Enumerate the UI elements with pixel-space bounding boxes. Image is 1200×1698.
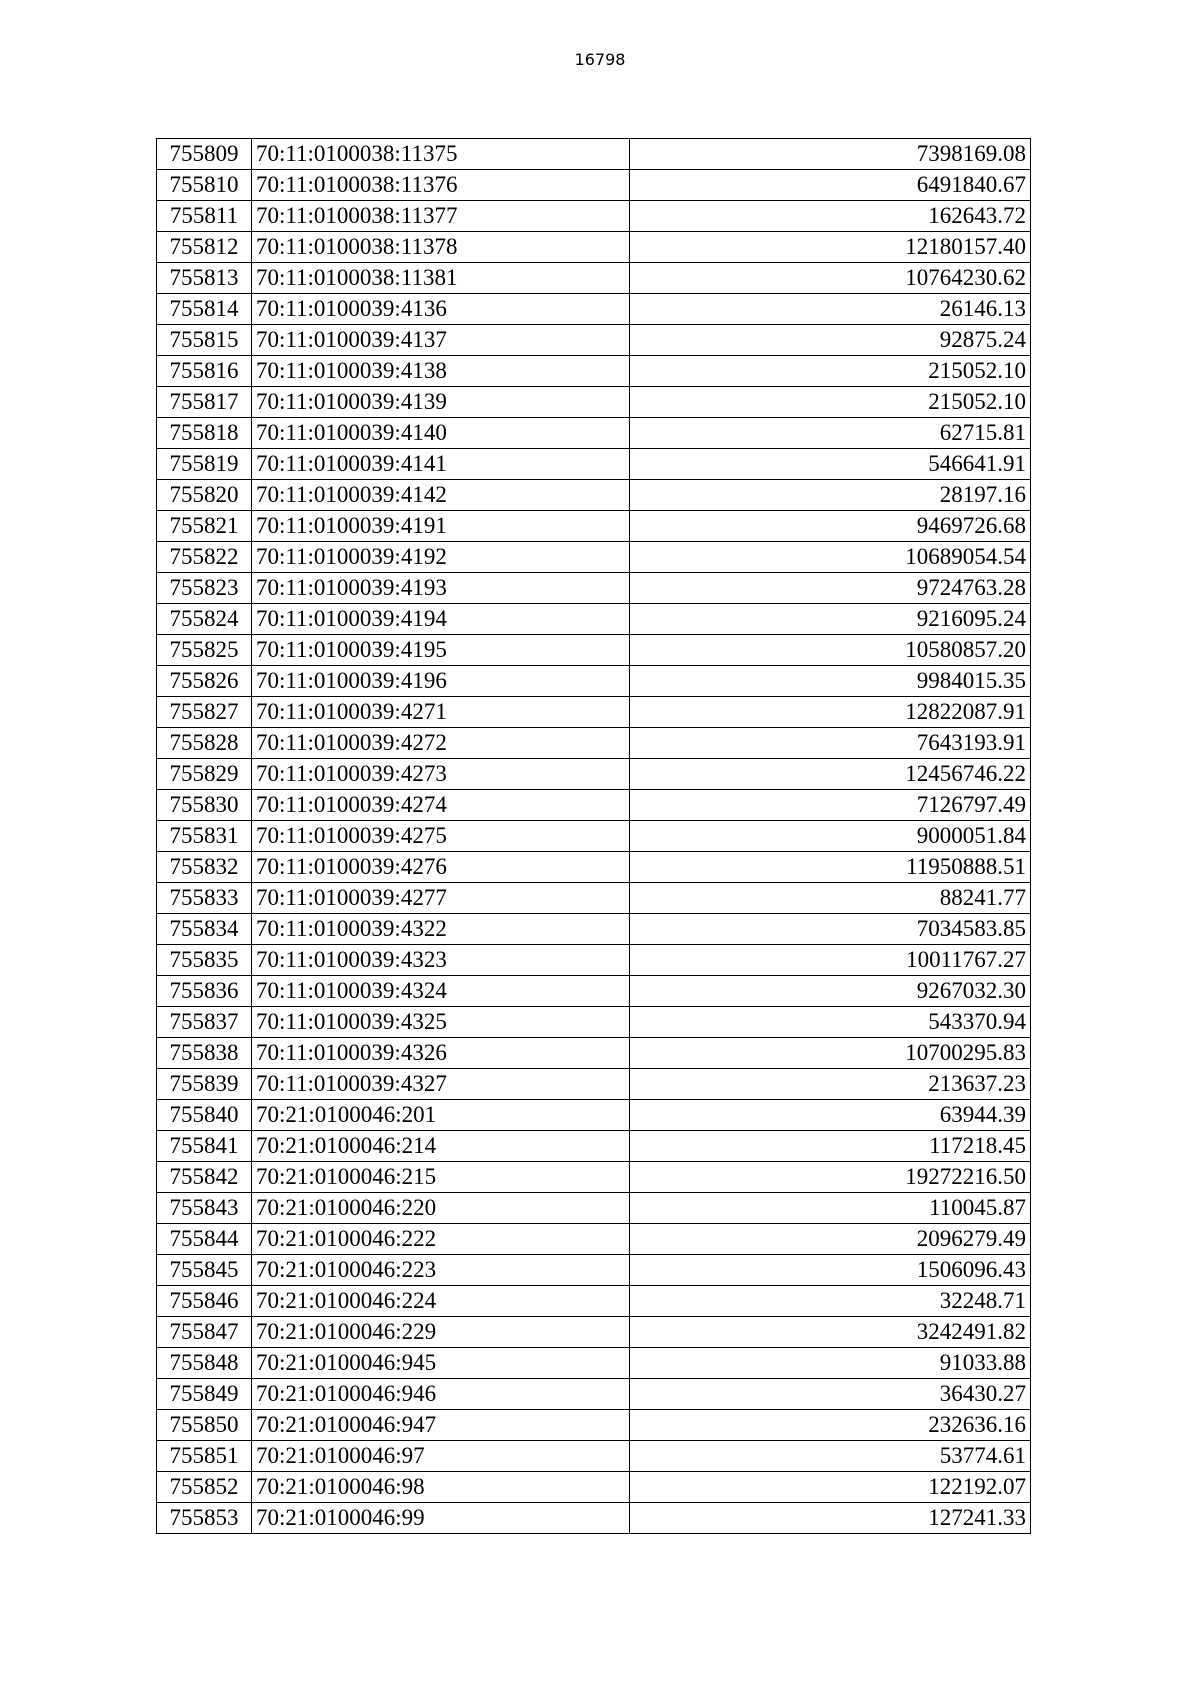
row-number-cell: 755833	[157, 883, 252, 914]
table-row	[157, 945, 1031, 976]
value-cell: 9984015.35	[630, 666, 1031, 697]
value-cell: 10764230.62	[630, 263, 1031, 294]
value-cell: 10011767.27	[630, 945, 1031, 976]
cadastral-number-cell: 70:21:0100046:947	[252, 1410, 630, 1441]
table-row	[157, 449, 1031, 480]
value-cell: 9469726.68	[630, 511, 1031, 542]
cadastral-number-cell: 70:21:0100046:214	[252, 1131, 630, 1162]
value-cell: 12180157.40	[630, 232, 1031, 263]
table-row	[157, 232, 1031, 263]
row-number-cell: 755816	[157, 356, 252, 387]
cadastral-number-cell: 70:11:0100038:11375	[252, 139, 630, 170]
value-cell: 7398169.08	[630, 139, 1031, 170]
cadastral-number-cell: 70:11:0100038:11381	[252, 263, 630, 294]
row-number-cell: 755835	[157, 945, 252, 976]
row-number-cell: 755826	[157, 666, 252, 697]
row-number-cell: 755836	[157, 976, 252, 1007]
table-row	[157, 1131, 1031, 1162]
table-row	[157, 728, 1031, 759]
value-cell: 28197.16	[630, 480, 1031, 511]
table-row	[157, 542, 1031, 573]
row-number-cell: 755845	[157, 1255, 252, 1286]
row-number-cell: 755825	[157, 635, 252, 666]
cadastral-number-cell: 70:11:0100039:4196	[252, 666, 630, 697]
table-row	[157, 852, 1031, 883]
value-cell: 32248.71	[630, 1286, 1031, 1317]
row-number-cell: 755842	[157, 1162, 252, 1193]
value-cell: 162643.72	[630, 201, 1031, 232]
row-number-cell: 755838	[157, 1038, 252, 1069]
cadastral-number-cell: 70:21:0100046:224	[252, 1286, 630, 1317]
value-cell: 215052.10	[630, 387, 1031, 418]
row-number-cell: 755832	[157, 852, 252, 883]
row-number-cell: 755820	[157, 480, 252, 511]
row-number-cell: 755828	[157, 728, 252, 759]
row-number-cell: 755834	[157, 914, 252, 945]
table-row	[157, 666, 1031, 697]
value-cell: 9724763.28	[630, 573, 1031, 604]
value-cell: 117218.45	[630, 1131, 1031, 1162]
value-cell: 7126797.49	[630, 790, 1031, 821]
table-row	[157, 883, 1031, 914]
row-number-cell: 755822	[157, 542, 252, 573]
cadastral-number-cell: 70:11:0100039:4137	[252, 325, 630, 356]
value-cell: 1506096.43	[630, 1255, 1031, 1286]
cadastral-number-cell: 70:21:0100046:98	[252, 1472, 630, 1503]
registry-table-body	[157, 139, 1031, 1534]
cadastral-number-cell: 70:21:0100046:223	[252, 1255, 630, 1286]
row-number-cell: 755840	[157, 1100, 252, 1131]
row-number-cell: 755846	[157, 1286, 252, 1317]
table-row	[157, 1472, 1031, 1503]
table-row	[157, 635, 1031, 666]
value-cell: 11950888.51	[630, 852, 1031, 883]
table-row	[157, 1162, 1031, 1193]
cadastral-number-cell: 70:11:0100039:4139	[252, 387, 630, 418]
table-row	[157, 294, 1031, 325]
table-row	[157, 1193, 1031, 1224]
value-cell: 7034583.85	[630, 914, 1031, 945]
row-number-cell: 755831	[157, 821, 252, 852]
value-cell: 63944.39	[630, 1100, 1031, 1131]
row-number-cell: 755810	[157, 170, 252, 201]
row-number-cell: 755839	[157, 1069, 252, 1100]
cadastral-number-cell: 70:21:0100046:946	[252, 1379, 630, 1410]
cadastral-number-cell: 70:11:0100039:4324	[252, 976, 630, 1007]
cadastral-number-cell: 70:11:0100038:11376	[252, 170, 630, 201]
row-number-cell: 755841	[157, 1131, 252, 1162]
value-cell: 2096279.49	[630, 1224, 1031, 1255]
table-row	[157, 1069, 1031, 1100]
value-cell: 9216095.24	[630, 604, 1031, 635]
row-number-cell: 755819	[157, 449, 252, 480]
value-cell: 6491840.67	[630, 170, 1031, 201]
table-row	[157, 387, 1031, 418]
row-number-cell: 755851	[157, 1441, 252, 1472]
value-cell: 53774.61	[630, 1441, 1031, 1472]
cadastral-number-cell: 70:11:0100039:4195	[252, 635, 630, 666]
row-number-cell: 755830	[157, 790, 252, 821]
value-cell: 36430.27	[630, 1379, 1031, 1410]
table-row	[157, 1038, 1031, 1069]
value-cell: 12456746.22	[630, 759, 1031, 790]
table-row	[157, 573, 1031, 604]
row-number-cell: 755848	[157, 1348, 252, 1379]
table-row	[157, 139, 1031, 170]
value-cell: 3242491.82	[630, 1317, 1031, 1348]
row-number-cell: 755827	[157, 697, 252, 728]
cadastral-number-cell: 70:11:0100039:4323	[252, 945, 630, 976]
cadastral-number-cell: 70:21:0100046:222	[252, 1224, 630, 1255]
table-row	[157, 759, 1031, 790]
row-number-cell: 755849	[157, 1379, 252, 1410]
value-cell: 9267032.30	[630, 976, 1031, 1007]
cadastral-number-cell: 70:11:0100039:4276	[252, 852, 630, 883]
value-cell: 543370.94	[630, 1007, 1031, 1038]
value-cell: 127241.33	[630, 1503, 1031, 1534]
cadastral-number-cell: 70:11:0100038:11377	[252, 201, 630, 232]
value-cell: 213637.23	[630, 1069, 1031, 1100]
cadastral-number-cell: 70:11:0100039:4271	[252, 697, 630, 728]
cadastral-number-cell: 70:11:0100039:4192	[252, 542, 630, 573]
cadastral-number-cell: 70:21:0100046:99	[252, 1503, 630, 1534]
cadastral-number-cell: 70:11:0100039:4194	[252, 604, 630, 635]
table-row	[157, 1286, 1031, 1317]
table-row	[157, 976, 1031, 1007]
cadastral-number-cell: 70:11:0100039:4322	[252, 914, 630, 945]
table-row	[157, 697, 1031, 728]
table-row	[157, 1410, 1031, 1441]
table-row	[157, 790, 1031, 821]
registry-table	[156, 138, 1031, 1534]
value-cell: 215052.10	[630, 356, 1031, 387]
cadastral-number-cell: 70:21:0100046:201	[252, 1100, 630, 1131]
table-row	[157, 325, 1031, 356]
value-cell: 92875.24	[630, 325, 1031, 356]
value-cell: 9000051.84	[630, 821, 1031, 852]
table-row	[157, 1224, 1031, 1255]
row-number-cell: 755815	[157, 325, 252, 356]
row-number-cell: 755824	[157, 604, 252, 635]
table-row	[157, 1255, 1031, 1286]
table-row	[157, 821, 1031, 852]
value-cell: 62715.81	[630, 418, 1031, 449]
value-cell: 12822087.91	[630, 697, 1031, 728]
value-cell: 122192.07	[630, 1472, 1031, 1503]
table-row	[157, 1007, 1031, 1038]
cadastral-number-cell: 70:21:0100046:945	[252, 1348, 630, 1379]
cadastral-number-cell: 70:21:0100046:229	[252, 1317, 630, 1348]
value-cell: 232636.16	[630, 1410, 1031, 1441]
table-row	[157, 1503, 1031, 1534]
cadastral-number-cell: 70:11:0100039:4140	[252, 418, 630, 449]
cadastral-number-cell: 70:11:0100039:4193	[252, 573, 630, 604]
cadastral-number-cell: 70:11:0100039:4277	[252, 883, 630, 914]
cadastral-number-cell: 70:11:0100039:4142	[252, 480, 630, 511]
value-cell: 26146.13	[630, 294, 1031, 325]
cadastral-number-cell: 70:11:0100039:4136	[252, 294, 630, 325]
row-number-cell: 755821	[157, 511, 252, 542]
table-row	[157, 604, 1031, 635]
value-cell: 110045.87	[630, 1193, 1031, 1224]
table-row	[157, 1441, 1031, 1472]
row-number-cell: 755812	[157, 232, 252, 263]
cadastral-number-cell: 70:11:0100039:4327	[252, 1069, 630, 1100]
row-number-cell: 755843	[157, 1193, 252, 1224]
cadastral-number-cell: 70:21:0100046:97	[252, 1441, 630, 1472]
table-row	[157, 1317, 1031, 1348]
value-cell: 10580857.20	[630, 635, 1031, 666]
value-cell: 10689054.54	[630, 542, 1031, 573]
table-row	[157, 170, 1031, 201]
value-cell: 88241.77	[630, 883, 1031, 914]
value-cell: 7643193.91	[630, 728, 1031, 759]
table-row	[157, 1348, 1031, 1379]
cadastral-number-cell: 70:11:0100039:4191	[252, 511, 630, 542]
table-row	[157, 1379, 1031, 1410]
page-number: 16798	[574, 50, 626, 69]
table-row	[157, 418, 1031, 449]
cadastral-number-cell: 70:11:0100039:4275	[252, 821, 630, 852]
row-number-cell: 755837	[157, 1007, 252, 1038]
row-number-cell: 755829	[157, 759, 252, 790]
row-number-cell: 755850	[157, 1410, 252, 1441]
cadastral-number-cell: 70:11:0100039:4273	[252, 759, 630, 790]
value-cell: 91033.88	[630, 1348, 1031, 1379]
cadastral-number-cell: 70:11:0100039:4325	[252, 1007, 630, 1038]
cadastral-number-cell: 70:11:0100039:4274	[252, 790, 630, 821]
table-row	[157, 480, 1031, 511]
value-cell: 19272216.50	[630, 1162, 1031, 1193]
row-number-cell: 755817	[157, 387, 252, 418]
table-row	[157, 511, 1031, 542]
row-number-cell: 755853	[157, 1503, 252, 1534]
table-row	[157, 201, 1031, 232]
cadastral-number-cell: 70:21:0100046:220	[252, 1193, 630, 1224]
row-number-cell: 755852	[157, 1472, 252, 1503]
value-cell: 546641.91	[630, 449, 1031, 480]
table-row	[157, 914, 1031, 945]
row-number-cell: 755818	[157, 418, 252, 449]
cadastral-number-cell: 70:21:0100046:215	[252, 1162, 630, 1193]
row-number-cell: 755823	[157, 573, 252, 604]
row-number-cell: 755844	[157, 1224, 252, 1255]
cadastral-number-cell: 70:11:0100039:4272	[252, 728, 630, 759]
row-number-cell: 755814	[157, 294, 252, 325]
cadastral-number-cell: 70:11:0100038:11378	[252, 232, 630, 263]
table-row	[157, 356, 1031, 387]
cadastral-number-cell: 70:11:0100039:4138	[252, 356, 630, 387]
table-row	[157, 263, 1031, 294]
table-row	[157, 1100, 1031, 1131]
row-number-cell: 755813	[157, 263, 252, 294]
row-number-cell: 755809	[157, 139, 252, 170]
value-cell: 10700295.83	[630, 1038, 1031, 1069]
cadastral-number-cell: 70:11:0100039:4326	[252, 1038, 630, 1069]
row-number-cell: 755811	[157, 201, 252, 232]
cadastral-number-cell: 70:11:0100039:4141	[252, 449, 630, 480]
row-number-cell: 755847	[157, 1317, 252, 1348]
